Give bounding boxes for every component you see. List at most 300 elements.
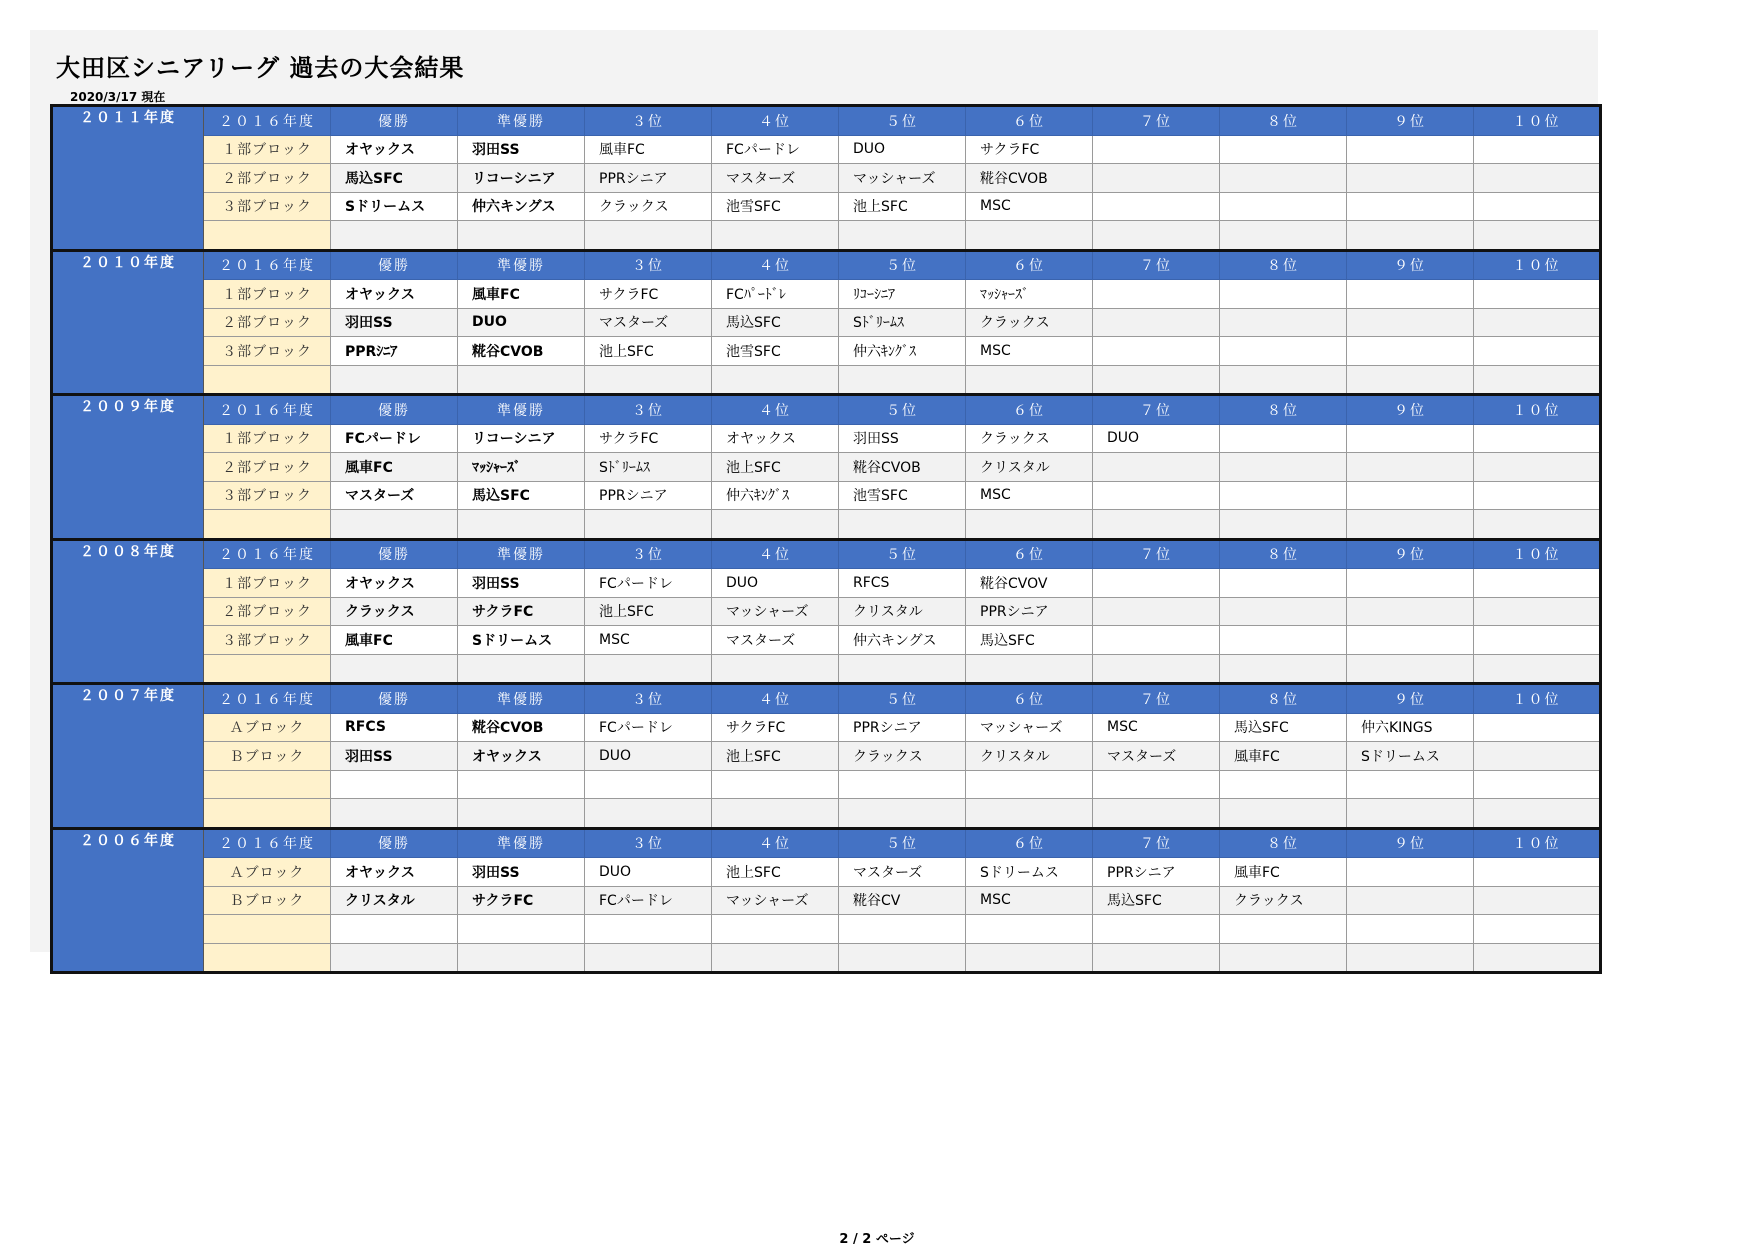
result-cell bbox=[1093, 597, 1220, 626]
result-cell: 仲六ｷﾝｸﾞｽ bbox=[712, 481, 839, 510]
result-cell: マスターズ bbox=[839, 858, 966, 887]
table-row bbox=[52, 742, 1601, 771]
result-cell bbox=[1474, 858, 1601, 887]
block-label: １部ブロック bbox=[204, 135, 331, 164]
result-cell: DUO bbox=[585, 858, 712, 887]
rank-header: ８位 bbox=[1220, 250, 1347, 280]
result-cell bbox=[1093, 308, 1220, 337]
result-cell bbox=[1220, 424, 1347, 453]
result-cell: マスターズ bbox=[712, 626, 839, 655]
rank-header: ６位 bbox=[966, 106, 1093, 136]
result-cell: マッシャーズ bbox=[712, 597, 839, 626]
result-cell bbox=[839, 654, 966, 684]
result-cell bbox=[839, 943, 966, 973]
result-cell: 池上SFC bbox=[585, 597, 712, 626]
rank-header: 優勝 bbox=[331, 539, 458, 569]
year-header-row bbox=[52, 828, 1601, 858]
result-cell: クリスタル bbox=[839, 597, 966, 626]
result-cell: PPRシニア bbox=[585, 164, 712, 193]
rank-header: ３位 bbox=[585, 395, 712, 425]
rank-header: ８位 bbox=[1220, 395, 1347, 425]
result-cell bbox=[1347, 626, 1474, 655]
rank-header: ９位 bbox=[1347, 828, 1474, 858]
rank-header: ９位 bbox=[1347, 539, 1474, 569]
result-cell: サクラFC bbox=[966, 135, 1093, 164]
rank-header: 優勝 bbox=[331, 250, 458, 280]
result-cell bbox=[712, 799, 839, 829]
rank-header: 準優勝 bbox=[458, 828, 585, 858]
result-cell: Sﾄﾞﾘｰﾑｽ bbox=[585, 453, 712, 482]
rank-header: ９位 bbox=[1347, 250, 1474, 280]
rank-header: ６位 bbox=[966, 828, 1093, 858]
result-cell bbox=[1474, 453, 1601, 482]
result-cell: PPRシニア bbox=[1093, 858, 1220, 887]
rank-header: 優勝 bbox=[331, 395, 458, 425]
result-cell: 仲六ｷﾝｸﾞｽ bbox=[839, 337, 966, 366]
result-cell bbox=[1093, 654, 1220, 684]
result-cell bbox=[1220, 915, 1347, 944]
rank-header: ７位 bbox=[1093, 539, 1220, 569]
result-cell: 羽田SS bbox=[331, 742, 458, 771]
result-cell bbox=[1474, 569, 1601, 598]
season-header: ２０１６年度 bbox=[204, 684, 331, 714]
block-label bbox=[204, 770, 331, 799]
block-label: Ｂブロック bbox=[204, 886, 331, 915]
rank-header: ６位 bbox=[966, 684, 1093, 714]
year-label: ２００６年度 bbox=[52, 828, 204, 973]
result-cell: FCパードレ bbox=[585, 713, 712, 742]
rank-header: ９位 bbox=[1347, 684, 1474, 714]
table-row bbox=[52, 481, 1601, 510]
result-cell: マッシャーズ bbox=[712, 886, 839, 915]
block-label bbox=[204, 799, 331, 829]
table-row bbox=[52, 280, 1601, 309]
rank-header: １０位 bbox=[1474, 684, 1601, 714]
result-cell bbox=[1220, 135, 1347, 164]
result-cell: 池雪SFC bbox=[839, 481, 966, 510]
result-cell: オヤックス bbox=[331, 569, 458, 598]
result-cell: PPRシニア bbox=[839, 713, 966, 742]
result-cell: 糀谷CVOV bbox=[966, 569, 1093, 598]
result-cell: オヤックス bbox=[712, 424, 839, 453]
block-label: １部ブロック bbox=[204, 569, 331, 598]
result-cell: DUO bbox=[585, 742, 712, 771]
result-cell bbox=[1474, 799, 1601, 829]
block-label bbox=[204, 943, 331, 973]
result-cell bbox=[1474, 192, 1601, 221]
result-cell bbox=[966, 365, 1093, 395]
result-cell: 馬込SFC bbox=[458, 481, 585, 510]
rank-header: ９位 bbox=[1347, 106, 1474, 136]
result-cell: 糀谷CVOB bbox=[966, 164, 1093, 193]
result-cell bbox=[1093, 915, 1220, 944]
year-header-row bbox=[52, 250, 1601, 280]
table-row bbox=[52, 453, 1601, 482]
as-of-date: 2020/3/17 現在 bbox=[70, 90, 166, 104]
block-label bbox=[204, 221, 331, 251]
result-cell: ﾏｯｼｬｰｽﾞ bbox=[966, 280, 1093, 309]
result-cell bbox=[712, 365, 839, 395]
table-row bbox=[52, 915, 1601, 944]
result-cell: DUO bbox=[712, 569, 839, 598]
table-row bbox=[52, 337, 1601, 366]
result-cell bbox=[1347, 192, 1474, 221]
rank-header: ５位 bbox=[839, 539, 966, 569]
result-cell bbox=[1093, 135, 1220, 164]
result-cell bbox=[585, 943, 712, 973]
rank-header: ７位 bbox=[1093, 250, 1220, 280]
result-cell: FCパードレ bbox=[585, 569, 712, 598]
rank-header: ７位 bbox=[1093, 828, 1220, 858]
result-cell bbox=[1474, 597, 1601, 626]
result-cell: ﾏｯｼｬｰｽﾞ bbox=[458, 453, 585, 482]
table-row bbox=[52, 192, 1601, 221]
result-cell: 馬込SFC bbox=[1093, 886, 1220, 915]
result-cell: RFCS bbox=[839, 569, 966, 598]
result-cell bbox=[1220, 280, 1347, 309]
result-cell: Sドリームス bbox=[331, 192, 458, 221]
year-label: ２０１０年度 bbox=[52, 250, 204, 395]
result-cell bbox=[331, 915, 458, 944]
block-label: １部ブロック bbox=[204, 280, 331, 309]
result-cell bbox=[1347, 569, 1474, 598]
result-cell: PPRｼﾆｱ bbox=[331, 337, 458, 366]
result-cell: Sドリームス bbox=[966, 858, 1093, 887]
result-cell bbox=[966, 915, 1093, 944]
result-cell bbox=[585, 654, 712, 684]
result-cell bbox=[1220, 164, 1347, 193]
result-cell bbox=[1347, 597, 1474, 626]
result-cell bbox=[1347, 770, 1474, 799]
result-cell bbox=[1347, 915, 1474, 944]
result-cell bbox=[1093, 770, 1220, 799]
result-cell: クラックス bbox=[966, 424, 1093, 453]
result-cell: サクラFC bbox=[458, 597, 585, 626]
result-cell bbox=[1220, 943, 1347, 973]
result-cell: サクラFC bbox=[712, 713, 839, 742]
table-row bbox=[52, 858, 1601, 887]
result-cell: 馬込SFC bbox=[712, 308, 839, 337]
rank-header: ３位 bbox=[585, 106, 712, 136]
rank-header: ４位 bbox=[712, 106, 839, 136]
result-cell: 糀谷CVOB bbox=[839, 453, 966, 482]
result-cell bbox=[839, 221, 966, 251]
block-label bbox=[204, 915, 331, 944]
result-cell: Sドリームス bbox=[458, 626, 585, 655]
result-cell: 羽田SS bbox=[331, 308, 458, 337]
result-cell: 糀谷CVOB bbox=[458, 337, 585, 366]
result-cell: MSC bbox=[966, 337, 1093, 366]
result-cell bbox=[458, 510, 585, 540]
result-cell bbox=[1220, 626, 1347, 655]
result-cell: ﾘｺｰｼﾆｱ bbox=[839, 280, 966, 309]
result-cell bbox=[1347, 453, 1474, 482]
result-cell: サクラFC bbox=[585, 280, 712, 309]
result-cell: 風車FC bbox=[1220, 858, 1347, 887]
result-cell: 風車FC bbox=[331, 626, 458, 655]
result-cell: オヤックス bbox=[458, 742, 585, 771]
result-cell: オヤックス bbox=[331, 858, 458, 887]
rank-header: ７位 bbox=[1093, 395, 1220, 425]
result-cell bbox=[966, 221, 1093, 251]
result-cell bbox=[331, 365, 458, 395]
result-cell bbox=[712, 221, 839, 251]
table-row bbox=[52, 135, 1601, 164]
result-cell: FCパードレ bbox=[712, 135, 839, 164]
result-cell: Sドリームス bbox=[1347, 742, 1474, 771]
result-cell: クラックス bbox=[585, 192, 712, 221]
result-cell bbox=[585, 510, 712, 540]
result-cell bbox=[1093, 280, 1220, 309]
result-cell bbox=[458, 654, 585, 684]
rank-header: １０位 bbox=[1474, 395, 1601, 425]
table-row bbox=[52, 799, 1601, 829]
result-cell bbox=[1093, 510, 1220, 540]
season-header: ２０１６年度 bbox=[204, 106, 331, 136]
block-label: ３部ブロック bbox=[204, 192, 331, 221]
table-row bbox=[52, 164, 1601, 193]
result-cell bbox=[1347, 858, 1474, 887]
result-cell bbox=[1474, 221, 1601, 251]
result-cell: オヤックス bbox=[331, 280, 458, 309]
result-cell bbox=[331, 770, 458, 799]
result-cell bbox=[966, 799, 1093, 829]
year-header-row bbox=[52, 684, 1601, 714]
rank-header: ９位 bbox=[1347, 395, 1474, 425]
result-cell: PPRシニア bbox=[966, 597, 1093, 626]
rank-header: １０位 bbox=[1474, 828, 1601, 858]
rank-header: １０位 bbox=[1474, 106, 1601, 136]
rank-header: 優勝 bbox=[331, 106, 458, 136]
result-cell: 風車FC bbox=[1220, 742, 1347, 771]
result-cell: マスターズ bbox=[1093, 742, 1220, 771]
result-cell: MSC bbox=[966, 886, 1093, 915]
table-row bbox=[52, 770, 1601, 799]
result-cell bbox=[1474, 742, 1601, 771]
result-cell bbox=[1093, 943, 1220, 973]
result-cell bbox=[839, 770, 966, 799]
rank-header: ４位 bbox=[712, 539, 839, 569]
result-cell bbox=[1220, 597, 1347, 626]
rank-header: 準優勝 bbox=[458, 106, 585, 136]
result-cell bbox=[1220, 770, 1347, 799]
result-cell: DUO bbox=[458, 308, 585, 337]
result-cell bbox=[712, 770, 839, 799]
rank-header: １０位 bbox=[1474, 539, 1601, 569]
table-row bbox=[52, 424, 1601, 453]
rank-header: ４位 bbox=[712, 828, 839, 858]
block-label: ３部ブロック bbox=[204, 337, 331, 366]
block-label: ３部ブロック bbox=[204, 481, 331, 510]
result-cell: クリスタル bbox=[331, 886, 458, 915]
result-cell bbox=[1474, 365, 1601, 395]
result-cell bbox=[839, 365, 966, 395]
result-cell: FCパードレ bbox=[585, 886, 712, 915]
result-cell: マッシャーズ bbox=[966, 713, 1093, 742]
table-row bbox=[52, 654, 1601, 684]
result-cell: 羽田SS bbox=[458, 569, 585, 598]
rank-header: ５位 bbox=[839, 828, 966, 858]
result-cell bbox=[712, 943, 839, 973]
result-cell bbox=[1220, 481, 1347, 510]
result-cell: DUO bbox=[839, 135, 966, 164]
rank-header: ７位 bbox=[1093, 106, 1220, 136]
result-cell: クラックス bbox=[839, 742, 966, 771]
result-cell bbox=[1347, 164, 1474, 193]
result-cell: マスターズ bbox=[331, 481, 458, 510]
year-header-row bbox=[52, 395, 1601, 425]
result-cell bbox=[712, 915, 839, 944]
block-label bbox=[204, 510, 331, 540]
result-cell: クラックス bbox=[966, 308, 1093, 337]
page-title: 大田区シニアリーグ 過去の大会結果 bbox=[56, 54, 465, 82]
season-header: ２０１６年度 bbox=[204, 250, 331, 280]
table-row bbox=[52, 569, 1601, 598]
result-cell: 池雪SFC bbox=[712, 337, 839, 366]
result-cell bbox=[1093, 453, 1220, 482]
result-cell bbox=[331, 510, 458, 540]
result-cell: MSC bbox=[585, 626, 712, 655]
rank-header: ６位 bbox=[966, 539, 1093, 569]
block-label: ２部ブロック bbox=[204, 453, 331, 482]
result-cell bbox=[585, 799, 712, 829]
rank-header: 優勝 bbox=[331, 828, 458, 858]
result-cell: リコーシニア bbox=[458, 164, 585, 193]
result-cell bbox=[1474, 337, 1601, 366]
result-cell: 池上SFC bbox=[839, 192, 966, 221]
result-cell: クラックス bbox=[331, 597, 458, 626]
result-cell bbox=[1220, 308, 1347, 337]
result-cell bbox=[458, 915, 585, 944]
result-cell bbox=[1474, 654, 1601, 684]
result-cell bbox=[1474, 481, 1601, 510]
result-cell: 羽田SS bbox=[458, 858, 585, 887]
season-header: ２０１６年度 bbox=[204, 539, 331, 569]
result-cell: MSC bbox=[1093, 713, 1220, 742]
result-cell: 池上SFC bbox=[585, 337, 712, 366]
result-cell bbox=[1347, 886, 1474, 915]
result-cell bbox=[458, 799, 585, 829]
result-cell bbox=[839, 915, 966, 944]
year-label: ２００７年度 bbox=[52, 684, 204, 829]
rank-header: ５位 bbox=[839, 106, 966, 136]
block-label: ２部ブロック bbox=[204, 164, 331, 193]
block-label: ２部ブロック bbox=[204, 597, 331, 626]
block-label bbox=[204, 365, 331, 395]
result-cell: 風車FC bbox=[331, 453, 458, 482]
rank-header: ３位 bbox=[585, 250, 712, 280]
year-label: ２００８年度 bbox=[52, 539, 204, 684]
result-cell bbox=[1093, 799, 1220, 829]
result-cell bbox=[712, 654, 839, 684]
result-cell: サクラFC bbox=[585, 424, 712, 453]
result-cell bbox=[1220, 192, 1347, 221]
rank-header: ５位 bbox=[839, 395, 966, 425]
table-row bbox=[52, 943, 1601, 973]
result-cell bbox=[1220, 337, 1347, 366]
rank-header: ８位 bbox=[1220, 106, 1347, 136]
result-cell: クリスタル bbox=[966, 742, 1093, 771]
result-cell bbox=[331, 221, 458, 251]
result-cell bbox=[1347, 510, 1474, 540]
result-cell: 仲六キングス bbox=[458, 192, 585, 221]
season-header: ２０１６年度 bbox=[204, 828, 331, 858]
result-cell bbox=[585, 915, 712, 944]
result-cell bbox=[966, 943, 1093, 973]
year-label: ２０１１年度 bbox=[52, 106, 204, 251]
year-header-row bbox=[52, 106, 1601, 136]
result-cell: リコーシニア bbox=[458, 424, 585, 453]
result-cell bbox=[1347, 221, 1474, 251]
rank-header: ５位 bbox=[839, 684, 966, 714]
result-cell bbox=[1220, 799, 1347, 829]
result-cell bbox=[1093, 365, 1220, 395]
result-cell: 池上SFC bbox=[712, 742, 839, 771]
result-cell bbox=[1093, 221, 1220, 251]
result-cell bbox=[1347, 365, 1474, 395]
rank-header: ３位 bbox=[585, 828, 712, 858]
rank-header: ５位 bbox=[839, 250, 966, 280]
result-cell: 仲六KINGS bbox=[1347, 713, 1474, 742]
result-cell: PPRシニア bbox=[585, 481, 712, 510]
table-row bbox=[52, 886, 1601, 915]
result-cell bbox=[1474, 770, 1601, 799]
result-cell: 池上SFC bbox=[712, 858, 839, 887]
result-cell bbox=[1347, 943, 1474, 973]
table-row bbox=[52, 597, 1601, 626]
result-cell: 馬込SFC bbox=[1220, 713, 1347, 742]
result-cell bbox=[966, 770, 1093, 799]
result-cell bbox=[1474, 915, 1601, 944]
result-cell bbox=[839, 799, 966, 829]
result-cell bbox=[966, 510, 1093, 540]
result-cell bbox=[1220, 365, 1347, 395]
result-cell: 風車FC bbox=[458, 280, 585, 309]
result-cell: MSC bbox=[966, 481, 1093, 510]
result-cell bbox=[585, 221, 712, 251]
result-cell: MSC bbox=[966, 192, 1093, 221]
block-label bbox=[204, 654, 331, 684]
rank-header: ７位 bbox=[1093, 684, 1220, 714]
results-table bbox=[50, 104, 1602, 974]
rank-header: ３位 bbox=[585, 684, 712, 714]
result-cell bbox=[585, 365, 712, 395]
table-row bbox=[52, 308, 1601, 337]
result-cell bbox=[1474, 626, 1601, 655]
rank-header: １０位 bbox=[1474, 250, 1601, 280]
rank-header: ６位 bbox=[966, 395, 1093, 425]
rank-header: ４位 bbox=[712, 684, 839, 714]
block-label: Ｂブロック bbox=[204, 742, 331, 771]
result-cell bbox=[839, 510, 966, 540]
result-cell bbox=[1347, 654, 1474, 684]
result-cell bbox=[1474, 943, 1601, 973]
result-cell: サクラFC bbox=[458, 886, 585, 915]
result-cell: 風車FC bbox=[585, 135, 712, 164]
result-cell: 馬込SFC bbox=[331, 164, 458, 193]
block-label: １部ブロック bbox=[204, 424, 331, 453]
result-cell bbox=[1220, 510, 1347, 540]
result-cell bbox=[331, 943, 458, 973]
result-cell bbox=[585, 770, 712, 799]
result-cell bbox=[1093, 337, 1220, 366]
result-cell: クリスタル bbox=[966, 453, 1093, 482]
page-footer: 2 / 2 ページ bbox=[839, 1232, 915, 1247]
result-cell bbox=[1474, 510, 1601, 540]
result-cell bbox=[1093, 626, 1220, 655]
season-header: ２０１６年度 bbox=[204, 395, 331, 425]
result-cell bbox=[1474, 713, 1601, 742]
